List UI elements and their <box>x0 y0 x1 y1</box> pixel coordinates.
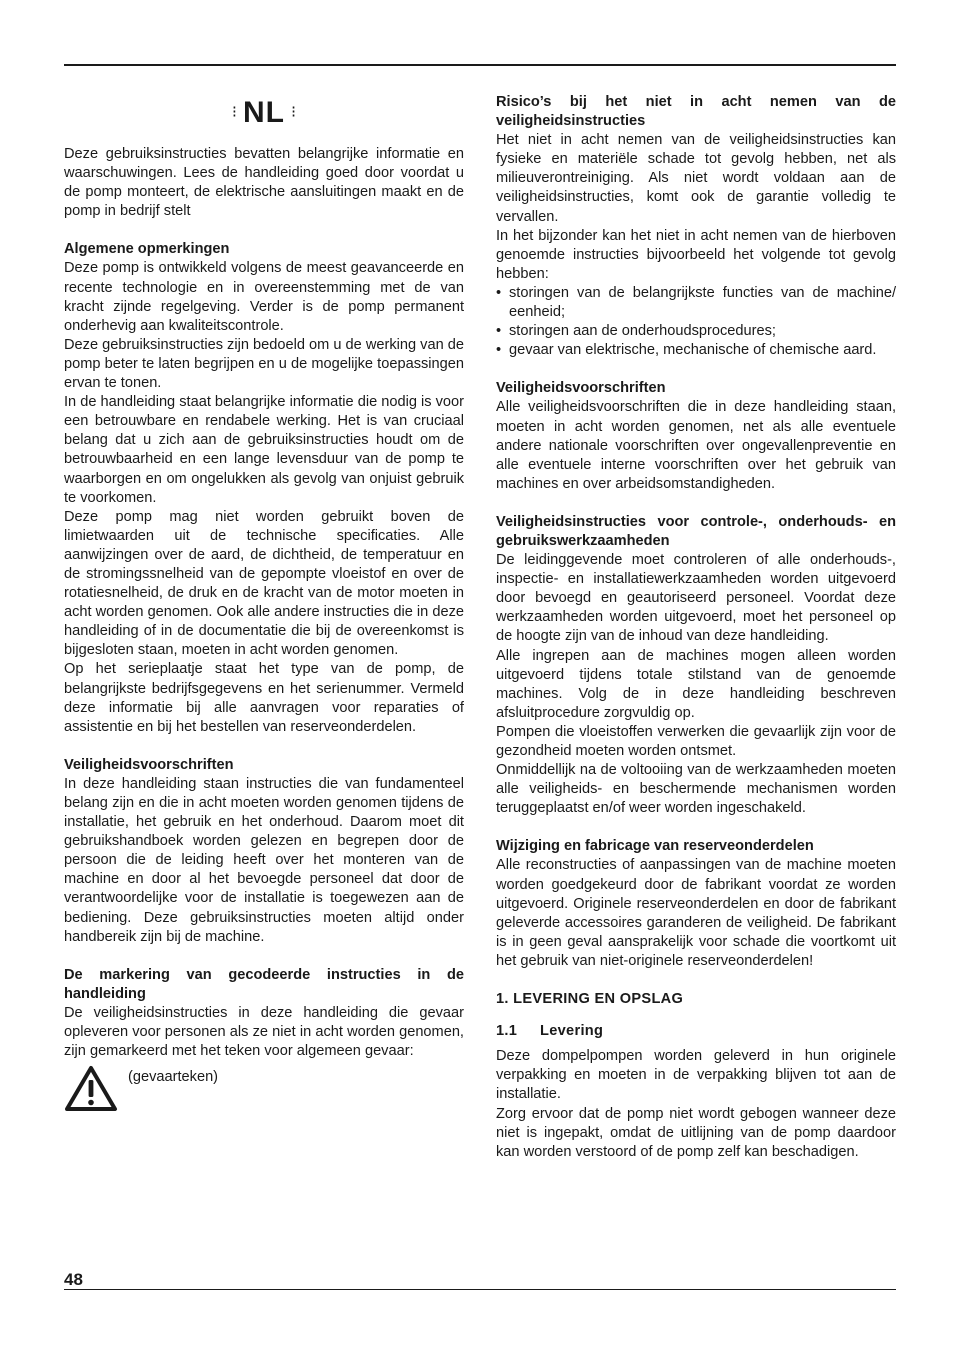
control-heading: Veiligheidsinstructies voor controle-, onderhouds- en gebruikswerkzaamheden <box>496 513 896 549</box>
delivery-paragraph-1: Deze dompelpompen worden geleverd in hun originele verpakking en moeten in de verpakking blijven tot aan de installatie. <box>496 1048 896 1103</box>
language-mark-right: ⁝ <box>291 104 297 121</box>
risk-bullet-list <box>496 284 896 360</box>
section-1-heading <box>496 990 896 1009</box>
language-code: NL <box>243 96 285 129</box>
left-column <box>64 145 464 1112</box>
safety-heading: Veiligheidsvoorschriften <box>64 756 234 773</box>
section-1-1-heading <box>496 1022 896 1041</box>
parts-paragraph-1: Alle reconstructies of aanpassingen van de machine moeten worden goedgekeurd door de fabrikant voordat ze worden uitgevoerd. Originele reserveonderdelen en door de fabrikant geleverde accessoires garanderen de veiligheid. De fabrikant is in geen geval aansprakelijk voor schade die voortkomt uit het gebruik van niet-originele reserveonderdelen! <box>496 857 896 969</box>
marking-paragraph-1: De veiligheidsinstructies in deze handleiding die gevaar opleveren voor personen als ze niet in acht worden genomen, zijn gemarkeerd met het teken voor algemeen gevaar: <box>64 1004 464 1060</box>
risk-paragraph-1: Het niet in acht nemen van de veiligheidsinstructies kan fysieke en materiële schade tot gevolg hebben, net als milieuverontreiniging. Als niet wordt voldaan aan de veiligheidsinstructies, komt ook de garantie volledig te vervallen. <box>496 132 896 225</box>
marking-heading: De markering van gecodeerde instructies in de handleiding <box>64 966 464 1002</box>
general-paragraph-4: Deze pomp mag niet worden gebruikt boven de limietwaarden uit de technische specificaties. Alle aanwijzingen over de aard, de dichtheid, de temperatuur en de stromingssnelheid van de gepompte vloeistof en over de rotatiesnelheid, de druk en de kracht van de motor moeten in acht worden genomen. Ook alle andere instructies die in deze handleiding of in de documentatie die bij de overeenkomst is bijgesloten staan, moeten in acht worden genomen. <box>64 508 464 659</box>
delivery-paragraph-2: Zorg ervoor dat de pomp niet wordt gebogen wanneer deze niet is ingepakt, omdat de uitlijning van de pomp daardoor kan worden verstoord of de pomp zelf kan beschadigen. <box>496 1105 896 1160</box>
intro-paragraph: Deze gebruiksinstructies bevatten belangrijke informatie en waarschuwingen. Lees de handleiding goed door voordat u de pomp monteert, de elektrische aansluitingen maakt en de pomp in bedrijf stelt <box>64 146 464 220</box>
risk-bullet-item: • storingen van de belangrijkste functies van de machine/ eenheid; <box>496 284 896 322</box>
warning-triangle-icon <box>64 1064 118 1112</box>
control-paragraph-3: Pompen die vloeistoffen verwerken die gevaarlijk zijn voor de gezondheid moeten worden ontsmet. <box>496 723 896 759</box>
section-1-1-title: Levering <box>540 1023 604 1040</box>
right-column <box>496 93 896 1162</box>
control-paragraph-2: Alle ingrepen aan de machines mogen alleen worden uitgevoerd tijdens totale stilstand van de genoemde machines. Volg de in deze handleiding beschreven afsluitprocedure zorgvuldig op. <box>496 647 896 721</box>
risk-bullet-item: • storingen aan de onderhoudsprocedures; <box>496 322 896 341</box>
rules-paragraph-1: Alle veiligheidsvoorschriften die in deze handleiding staan, moeten in acht worden genomen, net als alle eventuele andere nationale voorschriften over ongevallenpreventie en alle eventuele interne voorschriften over het gebruik van machines en over arbeidsomstandigheden. <box>496 399 896 492</box>
risk-bullet-item: • gevaar van elektrische, mechanische of chemische aard. <box>496 341 896 360</box>
safety-paragraph-1: In deze handleiding staan instructies die van fundamenteel belang zijn en die in acht moeten worden genomen tijdens de installatie, het gebruik en het onderhoud. Daarom moet dit gebruikshandboek worden gelezen en begrepen door de persoon die de leiding heeft over het monteren van de machine en door al het bevoegde personeel dat door de verantwoordelijke voor de installatie is toegewezen aan de bediening. Deze gebruiksinstructies moeten altijd onder handbereik zijn bij de machine. <box>64 775 464 945</box>
general-remarks-heading: Algemene opmerkingen <box>64 241 230 258</box>
section-1-1-number: 1.1 <box>496 1023 518 1040</box>
risk-paragraph-2: In het bijzonder kan het niet in acht nemen van de hierboven genoemde instructies bijvoorbeeld het volgende tot gevolg hebben: <box>496 227 896 282</box>
page-number: 48 <box>64 1270 83 1289</box>
section-1-number: 1. <box>496 991 509 1008</box>
rules-heading: Veiligheidsvoorschriften <box>496 380 666 397</box>
general-paragraph-3: In de handleiding staat belangrijke informatie die nodig is voor een betrouwbare en rendabele werking. Het is van cruciaal belang dat u zich aan de gebruiksinstructies houdt om de betrouwbaarheid en een lange levensduur van de pomp te waarborgen en om ongelukken als gevolg van onjuist gebruik te voorkomen. <box>64 394 464 506</box>
warning-symbol-row <box>64 1064 464 1112</box>
control-paragraph-4: Onmiddellijk na de voltooiing van de werkzaamheden moeten alle veiligheids- en beschermende mechanismen worden teruggeplaatst en/of weer worden ingeschakeld. <box>496 762 896 817</box>
general-paragraph-5: Op het serieplaatje staat het type van de pomp, de belangrijkste bedrijfsgegevens en het serienummer. Vermeld deze informatie bij alle aanvragen voor reparaties of assistentie en bij het bestellen van reserveonderdelen. <box>64 661 464 735</box>
parts-heading: Wijziging en fabricage van reserveonderdelen <box>496 838 814 855</box>
general-paragraph-2: Deze gebruiksinstructies zijn bedoeld om u de werking van de pomp beter te laten begrijpen en u de mogelijke toepassingen ervan te tonen. <box>64 336 464 392</box>
risk-heading: Risico’s bij het niet in acht nemen van de veiligheidsinstructies <box>496 94 896 130</box>
general-paragraph-1: Deze pomp is ontwikkeld volgens de meest geavanceerde en recente technologie en in overeenstemming met de van kracht zijnde regelgeving. Verder is de pomp permanent onderhevig aan kwaliteitscontrole. <box>64 260 464 334</box>
language-mark-left: ⁝ <box>231 104 237 121</box>
language-header <box>64 96 464 130</box>
section-1-title: LEVERING EN OPSLAG <box>513 991 684 1008</box>
top-rule <box>64 64 896 66</box>
warning-caption: (gevaarteken) <box>128 1069 219 1086</box>
bottom-rule <box>64 1289 896 1290</box>
control-paragraph-1: De leidinggevende moet controleren of alle onderhouds-, inspectie- en installatiewerkzaamheden worden uitgevoerd door bevoegd en geautoriseerd personeel. Voordat deze werkzaamheden worden uitgevoerd, moet het personeel op de hoogte zijn van de inhoud van deze handleiding. <box>496 552 896 645</box>
